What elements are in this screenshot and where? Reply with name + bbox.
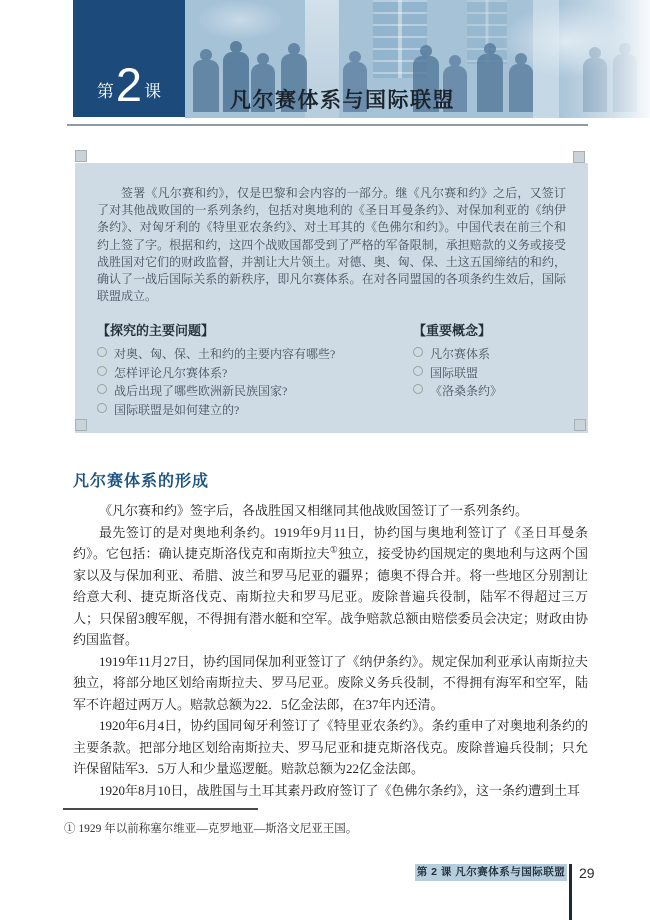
footnote-text: 1929 年以前称塞尔维亚—克罗地亚—斯洛文尼亚王国。 [78, 823, 358, 835]
circle-bullet-icon [413, 347, 423, 357]
questions-column [97, 320, 413, 419]
concepts-column [413, 320, 566, 419]
photo-fade-edge [555, 0, 650, 118]
paragraph-text: 独立，接受协约国规定的奥地利与这两个国家以及与保加利亚、希腊、波兰和罗马尼亚的疆界；德奥不得合并。将一些地区分别割让给意大利、捷克斯洛伐克、南斯拉夫和罗马尼亚。废除普遍兵役制，陆军不得超过三万人；只保留3艘军舰，不得拥有潜水艇和空军。战争赔款总额由赔偿委员会决定；财政由协约国监督。 [73, 546, 588, 647]
question-text: 对奥、匈、保、土和约的主要内容有哪些? [114, 347, 336, 362]
body-paragraph [73, 522, 588, 651]
body-paragraph: 1920年6月4日，协约国同匈牙利签订了《特里亚农条约》。条约重申了对奥地利条约的主要条款。把部分地区划给南斯拉夫、罗马尼亚和捷克斯洛伐克。废除普遍兵役制；只允许保留陆军3．5万人和少量巡逻艇。赔款总额为22亿金法郎。 [73, 718, 588, 776]
page-number: 29 [579, 865, 595, 881]
footer-chapter-label: 第 2 课 凡尔赛体系与国际联盟 [416, 866, 566, 878]
photo-figure [193, 60, 219, 112]
question-item [97, 382, 413, 401]
question-item [97, 364, 413, 383]
lesson-number-badge [73, 0, 185, 117]
footer-chapter-bar [415, 864, 567, 881]
circle-bullet-icon [413, 384, 423, 394]
concept-item [413, 345, 566, 364]
header-photo [185, 0, 650, 118]
body-paragraph: 1920年8月10日，战胜国与土耳其素丹政府签订了《色佛尔条约》，这一条约遭到土耳 [99, 782, 581, 798]
lesson-number: 2 [115, 58, 143, 112]
concept-item [413, 382, 566, 401]
question-text: 战后出现了哪些欧洲新民族国家? [114, 384, 288, 399]
concepts-list [413, 345, 566, 401]
circle-bullet-icon [97, 384, 107, 394]
corner-square [573, 151, 585, 163]
question-text: 国际联盟是如何建立的? [114, 402, 240, 417]
corner-square [75, 150, 87, 162]
circle-bullet-icon [97, 347, 107, 357]
circle-bullet-icon [97, 403, 107, 413]
questions-title: 【探究的主要问题】 [97, 323, 215, 339]
footnote [64, 820, 584, 836]
questions-list [97, 345, 413, 419]
corner-square [75, 419, 87, 431]
footer-vertical-rule [569, 864, 572, 920]
intro-box [75, 163, 588, 433]
concept-text: 《洛桑条约》 [430, 384, 503, 399]
intro-lists [97, 320, 566, 419]
concept-text: 凡尔赛体系 [430, 347, 491, 362]
footnote-marker: ① [64, 823, 76, 835]
paragraph-text: 最先签订的是对奥地利条约。1919年9月11日，协约国与奥地利签订了《圣日耳曼条约》。它包括：确认捷克斯洛伐克和南斯拉夫 [73, 524, 588, 561]
circle-bullet-icon [413, 366, 423, 376]
question-item [97, 401, 413, 420]
body-text [73, 500, 588, 801]
photo-highlight [195, 0, 285, 40]
intro-paragraph: 签署《凡尔赛和约》，仅是巴黎和会内容的一部分。继《凡尔赛和约》之后，又签订了对其他战败国的一系列条约，包括对奥地利的《圣日耳曼条约》、对保加利亚的《纳伊条约》、对匈牙利的《特里亚农条约》、对土耳其的《色佛尔和约》。中国代表在前三个和约上签了字。根据和约，这四个战败国都受到了严格的军备限制，承担赔款的义务或接受战胜国对它们的财政监督，并割让大片领土。对德、奥、匈、保、土这五国缔结的和约，确认了一战后国际关系的新秩序，即凡尔赛体系。在对各同盟国的各项条约生效后，国际联盟成立。 [97, 186, 566, 304]
body-paragraph: 《凡尔赛和约》签字后，各战胜国又相继同其他战败国签订了一系列条约。 [99, 503, 529, 518]
body-paragraph: 1919年11月27日，协约国同保加利亚签订了《纳伊条约》。规定保加利亚承认南斯拉夫独立，将部分地区划给南斯拉夫、罗马尼亚。废除义务兵役制，不得拥有海军和空军，陆军不许超过两万人。赔款总额为22．5亿金法郎，在37年内还清。 [73, 653, 588, 712]
question-text: 怎样评论凡尔赛体系? [114, 365, 228, 380]
question-item [97, 345, 413, 364]
photo-figure [509, 64, 533, 112]
lesson-suffix: 课 [144, 82, 162, 101]
footnote-divider [63, 808, 258, 810]
photo-figure [477, 54, 503, 112]
lesson-prefix: 第 [96, 82, 114, 101]
corner-square [574, 419, 586, 431]
footnote-ref-marker: ① [329, 544, 339, 555]
section-heading: 凡尔赛体系的形成 [73, 473, 210, 490]
header-divider [67, 124, 588, 126]
circle-bullet-icon [97, 366, 107, 376]
lesson-title: 凡尔赛体系与国际联盟 [230, 88, 455, 112]
concepts-title: 【重要概念】 [413, 323, 492, 339]
concept-text: 国际联盟 [430, 365, 479, 380]
concept-item [413, 364, 566, 383]
